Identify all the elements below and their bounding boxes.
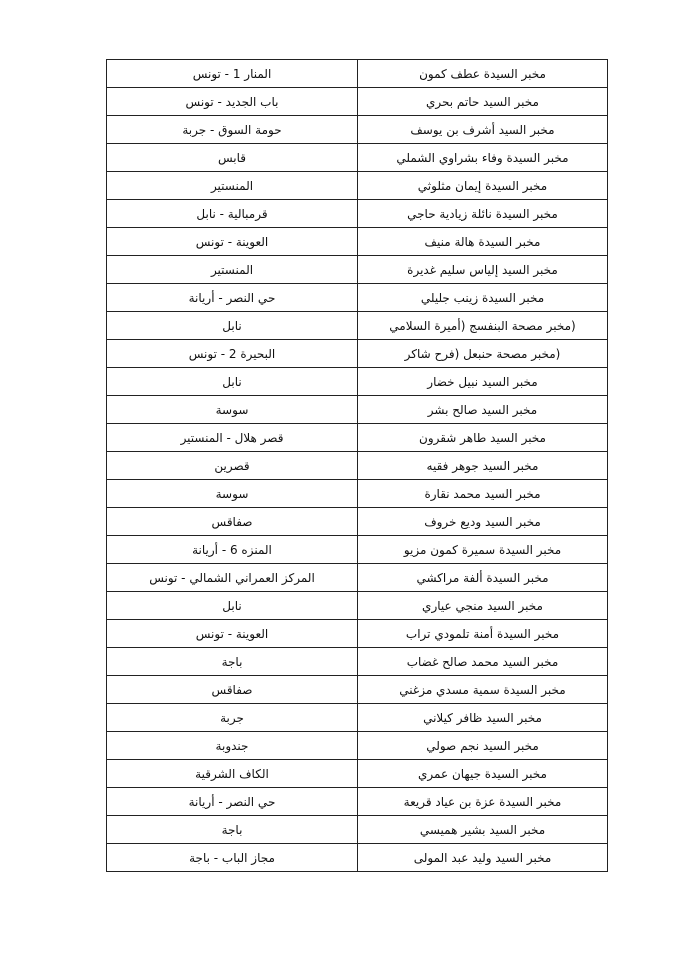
table-row: [107, 648, 608, 676]
location-cell: البحيرة 2 - تونس: [107, 340, 358, 368]
table-row: [107, 116, 608, 144]
lab-name-cell: (مخبر مصحة حنبعل (فرح شاكر: [358, 340, 608, 368]
table-row: [107, 284, 608, 312]
table-row: [107, 88, 608, 116]
lab-name-cell: مخبر السيد إلياس سليم غديرة: [358, 256, 608, 284]
table-row: [107, 452, 608, 480]
lab-name-cell: مخبر السيد طاهر شقرون: [358, 424, 608, 452]
lab-name-cell: مخبر السيد منجي عياري: [358, 592, 608, 620]
lab-name-cell: مخبر السيدة نائلة زيادية حاجي: [358, 200, 608, 228]
location-cell: قرمبالية - نابل: [107, 200, 358, 228]
location-cell: نابل: [107, 312, 358, 340]
location-cell: حي النصر - أريانة: [107, 788, 358, 816]
location-cell: المنار 1 - تونس: [107, 60, 358, 88]
lab-name-cell: مخبر السيد نبيل خضار: [358, 368, 608, 396]
location-cell: سوسة: [107, 396, 358, 424]
table-row: [107, 760, 608, 788]
location-cell: جربة: [107, 704, 358, 732]
table-row: [107, 564, 608, 592]
laboratory-table-body: [107, 60, 608, 872]
location-cell: المنستير: [107, 256, 358, 284]
table-row: [107, 732, 608, 760]
table-row: [107, 312, 608, 340]
table-row: [107, 424, 608, 452]
location-cell: الكاف الشرقية: [107, 760, 358, 788]
table-row: [107, 144, 608, 172]
location-cell: صفاقس: [107, 676, 358, 704]
table-row: [107, 368, 608, 396]
table-row: [107, 228, 608, 256]
table-row: [107, 396, 608, 424]
location-cell: جندوبة: [107, 732, 358, 760]
table-row: [107, 200, 608, 228]
table-row: [107, 508, 608, 536]
lab-name-cell: مخبر السيدة جيهان عمري: [358, 760, 608, 788]
location-cell: باجة: [107, 816, 358, 844]
table-row: [107, 592, 608, 620]
location-cell: قصر هلال - المنستير: [107, 424, 358, 452]
lab-name-cell: مخبر السيد صالح بشر: [358, 396, 608, 424]
lab-name-cell: مخبر السيد جوهر فقيه: [358, 452, 608, 480]
laboratory-table: [106, 59, 608, 872]
location-cell: باجة: [107, 648, 358, 676]
table-row: [107, 536, 608, 564]
lab-name-cell: مخبر السيدة عزة بن عياد قريعة: [358, 788, 608, 816]
lab-name-cell: مخبر السيدة أمنة تلمودي تراب: [358, 620, 608, 648]
location-cell: قصرين: [107, 452, 358, 480]
lab-name-cell: مخبر السيدة سمية مسدي مزغني: [358, 676, 608, 704]
table-row: [107, 172, 608, 200]
lab-name-cell: مخبر السيدة سميرة كمون مزيو: [358, 536, 608, 564]
lab-name-cell: مخبر السيد محمد صالح غضاب: [358, 648, 608, 676]
location-cell: قابس: [107, 144, 358, 172]
lab-name-cell: مخبر السيد أشرف بن يوسف: [358, 116, 608, 144]
lab-name-cell: مخبر السيدة هالة منيف: [358, 228, 608, 256]
location-cell: نابل: [107, 368, 358, 396]
location-cell: المركز العمراني الشمالي - تونس: [107, 564, 358, 592]
location-cell: باب الجديد - تونس: [107, 88, 358, 116]
lab-name-cell: مخبر السيدة ألفة مراكشي: [358, 564, 608, 592]
table-row: [107, 676, 608, 704]
lab-name-cell: مخبر السيد ظافر كيلاني: [358, 704, 608, 732]
table-row: [107, 620, 608, 648]
location-cell: سوسة: [107, 480, 358, 508]
location-cell: صفاقس: [107, 508, 358, 536]
location-cell: المنزه 6 - أريانة: [107, 536, 358, 564]
table-row: [107, 340, 608, 368]
lab-name-cell: مخبر السيد محمد نقارة: [358, 480, 608, 508]
lab-name-cell: مخبر السيد وليد عبد المولى: [358, 844, 608, 872]
location-cell: حومة السوق - جربة: [107, 116, 358, 144]
table-row: [107, 60, 608, 88]
lab-name-cell: مخبر السيد حاتم بحري: [358, 88, 608, 116]
lab-name-cell: مخبر السيد نجم صولي: [358, 732, 608, 760]
location-cell: مجاز الباب - باجة: [107, 844, 358, 872]
table-row: [107, 480, 608, 508]
location-cell: العوينة - تونس: [107, 228, 358, 256]
table-row: [107, 788, 608, 816]
table-row: [107, 844, 608, 872]
lab-name-cell: (مخبر مصحة البنفسج (أميرة السلامي: [358, 312, 608, 340]
lab-name-cell: مخبر السيدة عطف كمون: [358, 60, 608, 88]
lab-name-cell: مخبر السيدة زينب جليلي: [358, 284, 608, 312]
location-cell: حي النصر - أريانة: [107, 284, 358, 312]
location-cell: العوينة - تونس: [107, 620, 358, 648]
table-row: [107, 704, 608, 732]
table-row: [107, 256, 608, 284]
lab-name-cell: مخبر السيد بشير هميسي: [358, 816, 608, 844]
lab-name-cell: مخبر السيدة إيمان مثلوثي: [358, 172, 608, 200]
lab-name-cell: مخبر السيد وديع خروف: [358, 508, 608, 536]
lab-name-cell: مخبر السيدة وفاء بشراوي الشملي: [358, 144, 608, 172]
location-cell: المنستير: [107, 172, 358, 200]
table-row: [107, 816, 608, 844]
location-cell: نابل: [107, 592, 358, 620]
